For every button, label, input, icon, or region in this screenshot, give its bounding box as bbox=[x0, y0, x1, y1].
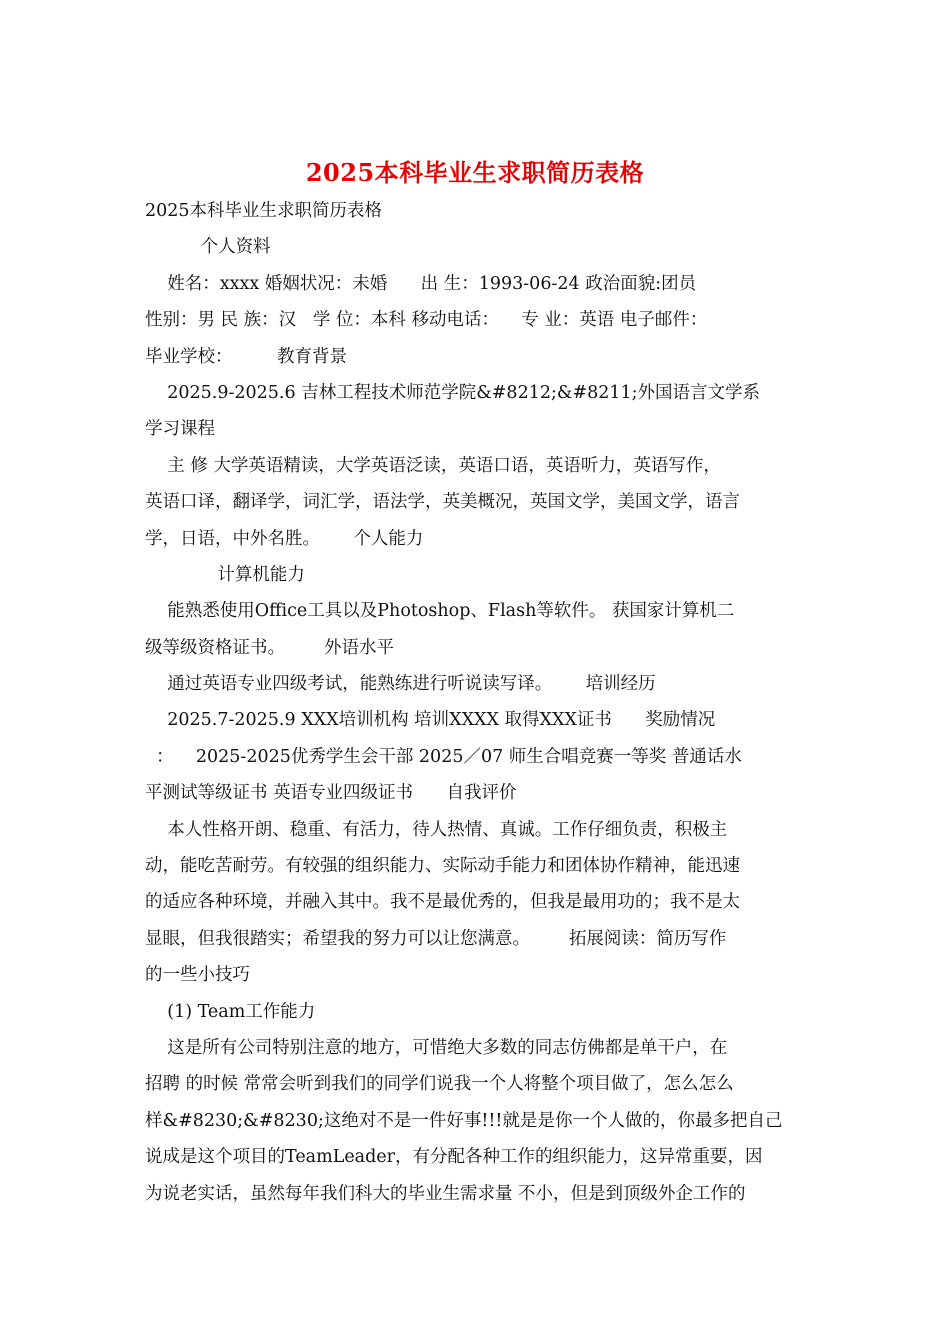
text-line: 能熟悉使用Office工具以及Photoshop、Flash等软件。 获国家计算机二 bbox=[145, 601, 735, 622]
document-body bbox=[145, 198, 810, 1217]
text-line: 毕业学校： 教育背景 bbox=[145, 346, 348, 367]
text-line: 招聘 的时候 常常会听到我们的同学们说我一个人将整个项目做了，怎么怎么 bbox=[145, 1074, 734, 1095]
text-line: 说成是这个项目的TeamLeader，有分配各种工作的组织能力，这异常重要，因 bbox=[145, 1147, 763, 1168]
text-line: 显眼，但我很踏实；希望我的努力可以让您满意。 拓展阅读：简历写作 bbox=[145, 928, 727, 949]
text-line: 样&#8230;&#8230;这绝对不是一件好事!!!就是是你一个人做的，你最多把自己 bbox=[145, 1110, 783, 1131]
text-line: 计算机能力 bbox=[145, 564, 305, 585]
text-line: 本人性格开朗、稳重、有活力，待人热情、真诚。工作仔细负责，积极主 bbox=[145, 819, 728, 840]
text-line: 平测试等级证书 英语专业四级证书 自我评价 bbox=[145, 783, 517, 804]
text-line: 的适应各种环境，并融入其中。我不是最优秀的，但我是最用功的；我不是太 bbox=[145, 892, 740, 913]
text-line: 2025本科毕业生求职简历表格 bbox=[145, 201, 383, 221]
text-line: 2025.7-2025.9 XXX培训机构 培训XXXX 取得XXX证书 奖励情况 bbox=[145, 710, 716, 731]
text-line: 的一些小技巧 bbox=[145, 965, 250, 986]
text-line: 姓名：xxxx 婚姻状况：未婚 出 生：1993-06-24 政治面貌:团员 bbox=[145, 273, 697, 294]
text-line: 主 修 大学英语精读，大学英语泛读，英语口语，英语听力，英语写作， bbox=[145, 455, 721, 476]
text-line: 个人资料 bbox=[145, 237, 271, 258]
text-line: 级等级资格证书。 外语水平 bbox=[145, 637, 394, 658]
text-line: 英语口译，翻译学，词汇学，语法学，英美概况，英国文学，美国文学，语言 bbox=[145, 492, 740, 513]
text-line: 这是所有公司特别注意的地方，可惜绝大多数的同志仿佛都是单干户，在 bbox=[145, 1037, 728, 1058]
text-line: 为说老实话，虽然每年我们科大的毕业生需求量 不小，但是到顶级外企工作的 bbox=[145, 1183, 746, 1204]
document-title: 2025本科毕业生求职简历表格 bbox=[305, 158, 645, 187]
text-line: 动，能吃苦耐劳。有较强的组织能力、实际动手能力和团体协作精神，能迅速 bbox=[145, 856, 740, 877]
text-line: 学，日语，中外名胜。 个人能力 bbox=[145, 528, 424, 549]
text-line: (1) Team工作能力 bbox=[145, 1001, 316, 1022]
text-line: 性别：男 民 族：汉 学 位：本科 移动电话： 专 业：英语 电子邮件： bbox=[145, 310, 708, 331]
text-line: 学习课程 bbox=[145, 419, 215, 440]
text-line: 通过英语专业四级考试，能熟练进行听说读写译。 培训经历 bbox=[145, 674, 656, 695]
text-line: 2025.9-2025.6 吉林工程技术师范学院&#8212;&#8211;外国语言文学系 bbox=[145, 382, 761, 403]
text-line: ： 2025-2025优秀学生会干部 2025／07 师生合唱竞赛一等奖 普通话水 bbox=[145, 746, 742, 767]
